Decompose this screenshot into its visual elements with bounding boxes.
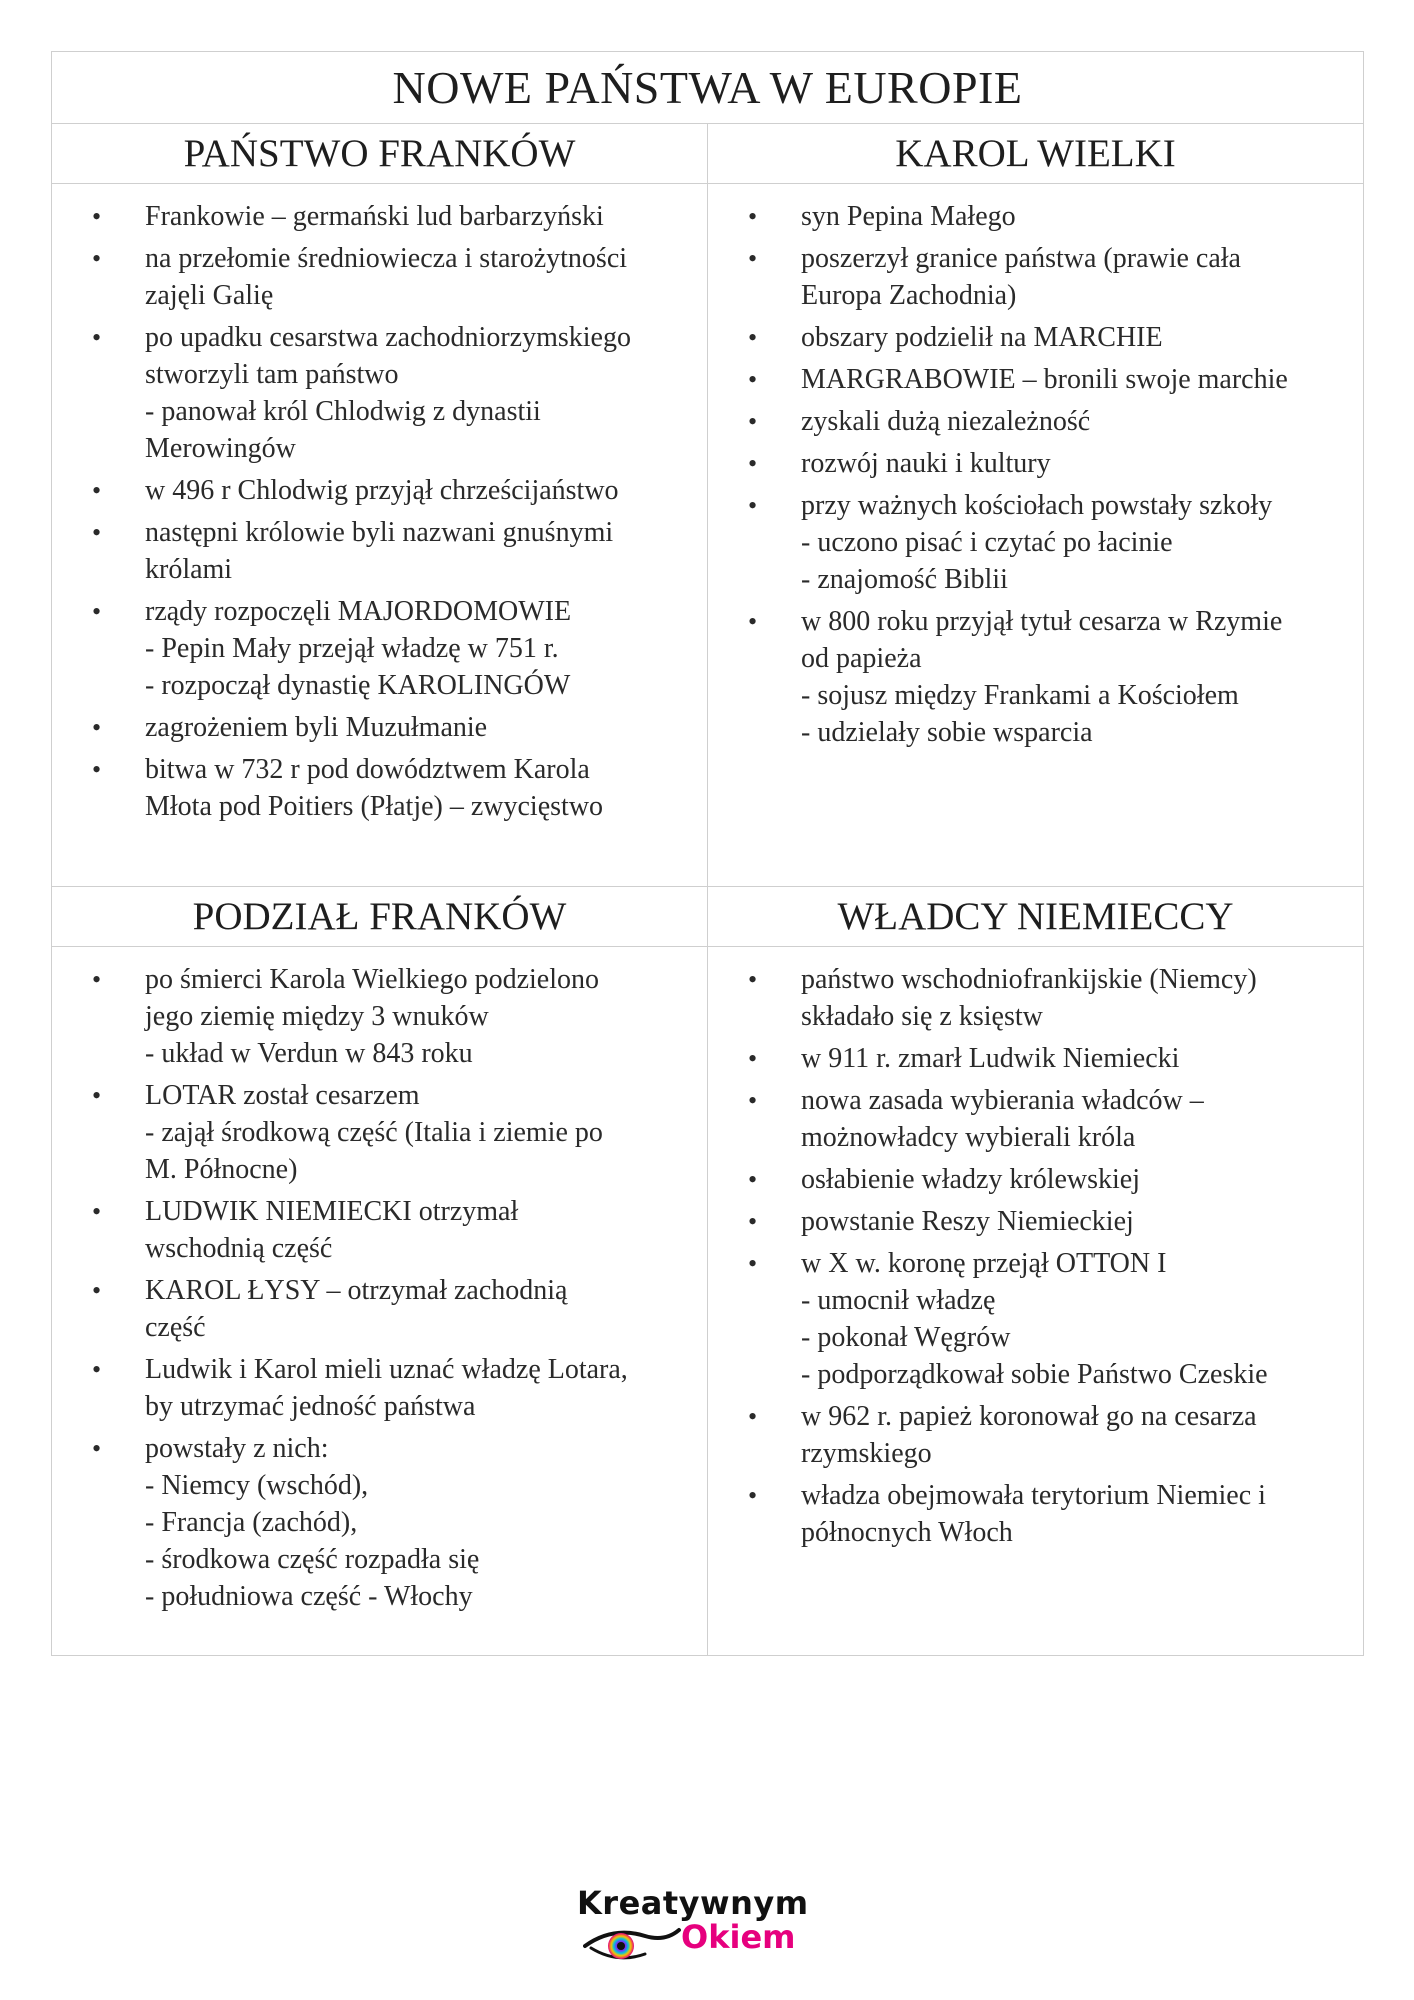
notes-sheet — [51, 51, 1364, 1656]
list-item — [92, 709, 707, 746]
list-item — [92, 472, 707, 509]
bullet-dot-icon: • — [92, 518, 102, 547]
list-item-text: M. Północne) — [145, 1154, 298, 1185]
bullet-dot-icon: • — [92, 1355, 102, 1384]
bullet-dot-icon: • — [748, 365, 758, 394]
section-heading-franks-state: PAŃSTWO FRANKÓW — [183, 132, 576, 175]
list-item-text: - pokonał Węgrów — [801, 1322, 1011, 1353]
list-item-text: jego ziemię między 3 wnuków — [145, 1001, 489, 1032]
eye-icon — [583, 1924, 683, 1964]
bullet-dot-icon: • — [92, 1434, 102, 1463]
bullet-dot-icon: • — [92, 202, 102, 231]
logo-text-line1: Kreatywnym — [577, 1884, 809, 1922]
list-item — [748, 240, 1363, 314]
list-item — [748, 1477, 1363, 1551]
list-item-text: północnych Włoch — [801, 1517, 1013, 1548]
list-item — [92, 1430, 707, 1615]
list-item-text: państwo wschodniofrankijskie (Niemcy) — [801, 964, 1257, 995]
list-item-text: - uczono pisać i czytać po łacinie — [801, 527, 1173, 558]
bullet-dot-icon: • — [748, 407, 758, 436]
list-item-text: następni królowie byli nazwani gnuśnymi — [145, 517, 614, 548]
list-item-text: syn Pepina Małego — [801, 201, 1016, 232]
list-item — [748, 1040, 1363, 1077]
list-item — [748, 361, 1363, 398]
section-body-franks-division — [52, 947, 708, 1656]
bullet-dot-icon: • — [748, 1207, 758, 1236]
bullet-dot-icon: • — [748, 1402, 758, 1431]
list-item-text: by utrzymać jedność państwa — [145, 1391, 476, 1422]
list-item-text: Młota pod Poitiers (Płatje) – zwycięstwo — [145, 791, 604, 822]
list-item-text: - sojusz między Frankami a Kościołem — [801, 680, 1239, 711]
bullet-dot-icon: • — [748, 1086, 758, 1115]
section-heading-cell-franks-division — [52, 887, 708, 947]
bullet-dot-icon: • — [748, 491, 758, 520]
list-item — [92, 198, 707, 235]
list-item — [92, 319, 707, 467]
bullet-dot-icon: • — [748, 1044, 758, 1073]
list-item-text: LUDWIK NIEMIECKI otrzymał — [145, 1196, 519, 1227]
section-heading-german-rulers: WŁADCY NIEMIECCY — [837, 895, 1234, 938]
bullet-dot-icon: • — [748, 244, 758, 273]
bullet-dot-icon: • — [92, 1197, 102, 1226]
list-item-text: Merowingów — [145, 433, 296, 464]
bullet-dot-icon: • — [92, 965, 102, 994]
list-item-text: osłabienie władzy królewskiej — [801, 1164, 1141, 1195]
bullet-dot-icon: • — [748, 607, 758, 636]
list-item-text: rozwój nauki i kultury — [801, 448, 1051, 479]
list-item — [748, 487, 1363, 598]
list-item-text: w 962 r. papież koronował go na cesarza — [801, 1401, 1257, 1432]
list-item-text: - Pepin Mały przejął władzę w 751 r. — [145, 633, 559, 664]
list-item-text: rządy rozpoczęli MAJORDOMOWIE — [145, 596, 572, 627]
list-item-text: od papieża — [801, 643, 922, 674]
section-heading-cell-charlemagne — [708, 124, 1364, 184]
bullet-dot-icon: • — [92, 1276, 102, 1305]
list-item — [92, 514, 707, 588]
bullet-dot-icon: • — [92, 476, 102, 505]
list-item-text: MARGRABOWIE – bronili swoje marchie — [801, 364, 1288, 395]
list-item — [748, 198, 1363, 235]
list-item-text: wschodnią część — [145, 1233, 333, 1264]
list-item — [92, 1193, 707, 1267]
bullet-dot-icon: • — [748, 965, 758, 994]
list-item-text: - południowa część - Włochy — [145, 1581, 473, 1612]
list-item — [92, 1077, 707, 1188]
list-item — [748, 603, 1363, 751]
list-item — [92, 593, 707, 704]
list-item — [748, 445, 1363, 482]
bullet-dot-icon: • — [92, 713, 102, 742]
list-item-text: powstały z nich: — [145, 1433, 329, 1464]
section-heading-franks-division: PODZIAŁ FRANKÓW — [192, 895, 567, 938]
section-heading-cell-german-rulers — [708, 887, 1364, 947]
bullet-dot-icon: • — [748, 1249, 758, 1278]
title-cell — [52, 52, 1364, 124]
list-item — [92, 961, 707, 1072]
list-item — [748, 403, 1363, 440]
list-item — [92, 751, 707, 825]
list-item-text: Europa Zachodnia) — [801, 280, 1017, 311]
list-item-text: część — [145, 1312, 206, 1343]
bullet-dot-icon: • — [92, 244, 102, 273]
list-item-text: Frankowie – germański lud barbarzyński — [145, 201, 604, 232]
list-item-text: składało się z księstw — [801, 1001, 1043, 1032]
bullet-dot-icon: • — [92, 1081, 102, 1110]
bullet-dot-icon: • — [748, 1165, 758, 1194]
bullet-dot-icon: • — [92, 323, 102, 352]
list-item — [92, 1351, 707, 1425]
list-item-text: - umocnił władzę — [801, 1285, 996, 1316]
notes-table — [51, 51, 1364, 1656]
list-item — [748, 1398, 1363, 1472]
list-item-text: w 800 roku przyjął tytuł cesarza w Rzymie — [801, 606, 1283, 637]
page-title: NOWE PAŃSTWA W EUROPIE — [392, 62, 1023, 113]
list-item-text: - udzielały sobie wsparcia — [801, 717, 1093, 748]
list-item-text: zagrożeniem byli Muzułmanie — [145, 712, 488, 743]
list-item-text: poszerzył granice państwa (prawie cała — [801, 243, 1241, 274]
list-item-text: stworzyli tam państwo — [145, 359, 399, 390]
list-item-text: - Niemcy (wschód), — [145, 1470, 369, 1501]
list-item-text: bitwa w 732 r pod dowództwem Karola — [145, 754, 590, 785]
list-item-text: w 496 r Chlodwig przyjął chrześcijaństwo — [145, 475, 619, 506]
list-item-text: - Francja (zachód), — [145, 1507, 358, 1538]
list-item-text: w X w. koronę przejął OTTON I — [801, 1248, 1167, 1279]
section-heading-charlemagne: KAROL WIELKI — [895, 132, 1176, 175]
section-body-franks-state — [52, 184, 708, 887]
list-item-text: powstanie Reszy Niemieckiej — [801, 1206, 1134, 1237]
bullet-list — [52, 961, 707, 1615]
list-item-text: po śmierci Karola Wielkiego podzielono — [145, 964, 600, 995]
list-item-text: obszary podzielił na MARCHIE — [801, 322, 1163, 353]
bullet-dot-icon: • — [92, 597, 102, 626]
bullet-list — [708, 961, 1363, 1551]
bullet-dot-icon: • — [92, 755, 102, 784]
list-item-text: - układ w Verdun w 843 roku — [145, 1038, 473, 1069]
logo-text-line2: Okiem — [681, 1918, 796, 1956]
list-item-text: KAROL ŁYSY – otrzymał zachodnią — [145, 1275, 568, 1306]
list-item — [748, 961, 1363, 1035]
brand-logo — [577, 1884, 837, 1964]
list-item — [92, 1272, 707, 1346]
list-item-text: zajęli Galię — [145, 280, 274, 311]
list-item-text: - panował król Chlodwig z dynastii — [145, 396, 541, 427]
list-item-text: po upadku cesarstwa zachodniorzymskiego — [145, 322, 631, 353]
list-item-text: królami — [145, 554, 233, 585]
list-item-text: zyskali dużą niezależność — [801, 406, 1091, 437]
list-item-text: LOTAR został cesarzem — [145, 1080, 420, 1111]
bullet-dot-icon: • — [748, 1481, 758, 1510]
section-body-charlemagne — [708, 184, 1364, 887]
list-item-text: nowa zasada wybierania władców – — [801, 1085, 1204, 1116]
list-item-text: rzymskiego — [801, 1438, 932, 1469]
list-item-text: - zajął środkową część (Italia i ziemie po — [145, 1117, 603, 1148]
list-item-text: - znajomość Biblii — [801, 564, 1008, 595]
bullet-list — [52, 198, 707, 825]
list-item-text: - środkowa część rozpadła się — [145, 1544, 480, 1575]
section-body-german-rulers — [708, 947, 1364, 1656]
list-item-text: możnowładcy wybierali króla — [801, 1122, 1136, 1153]
list-item-text: władza obejmowała terytorium Niemiec i — [801, 1480, 1266, 1511]
list-item — [748, 319, 1363, 356]
section-heading-cell-franks-state — [52, 124, 708, 184]
list-item-text: przy ważnych kościołach powstały szkoły — [801, 490, 1273, 521]
list-item-text: - rozpoczął dynastię KAROLINGÓW — [145, 670, 571, 701]
bullet-dot-icon: • — [748, 323, 758, 352]
list-item-text: w 911 r. zmarł Ludwik Niemiecki — [801, 1043, 1180, 1074]
list-item — [748, 1245, 1363, 1393]
list-item — [748, 1082, 1363, 1156]
bullet-list — [708, 198, 1363, 751]
bullet-dot-icon: • — [748, 202, 758, 231]
list-item-text: na przełomie średniowiecza i starożytności — [145, 243, 628, 274]
list-item-text: Ludwik i Karol mieli uznać władzę Lotara, — [145, 1354, 628, 1385]
list-item — [748, 1203, 1363, 1240]
bullet-dot-icon: • — [748, 449, 758, 478]
list-item — [748, 1161, 1363, 1198]
list-item-text: - podporządkował sobie Państwo Czeskie — [801, 1359, 1268, 1390]
list-item — [92, 240, 707, 314]
